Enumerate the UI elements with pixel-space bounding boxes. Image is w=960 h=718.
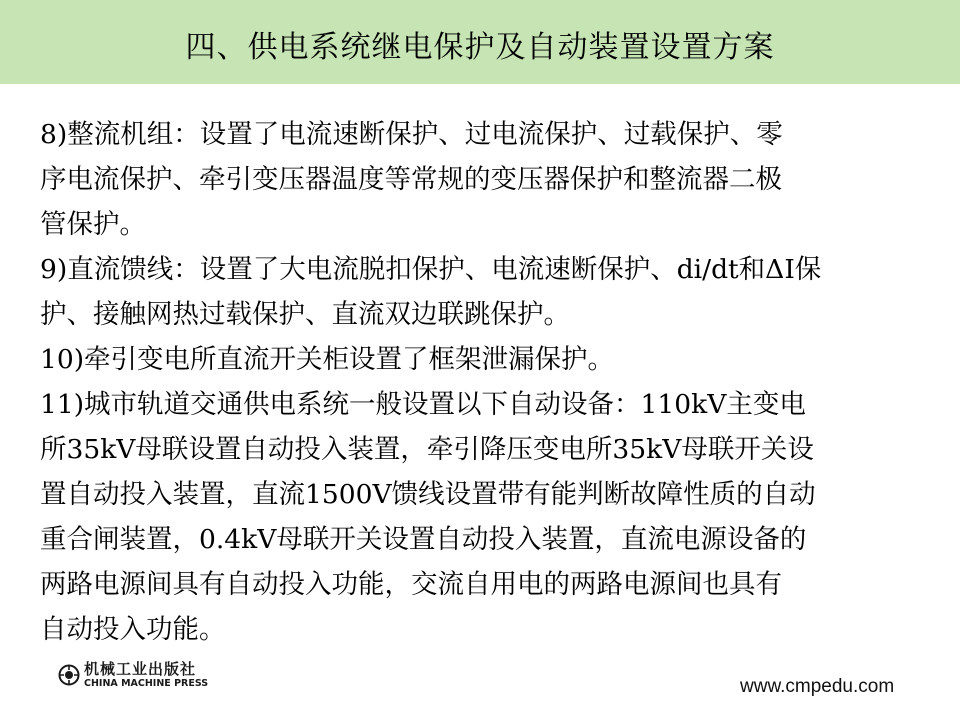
body-line: 管保护。 <box>40 209 146 240</box>
body-line: 11)城市轨道交通供电系统一般设置以下自动设备：110kV主变电 <box>40 389 806 420</box>
body-line: 两路电源间具有自动投入功能，交流自用电的两路电源间也具有 <box>40 569 782 600</box>
body-line: 序电流保护、牵引变压器温度等常规的变压器保护和整流器二极 <box>40 164 782 195</box>
slide-body <box>40 112 920 652</box>
body-line: 置自动投入装置，直流1500V馈线设置带有能判断故障性质的自动 <box>40 479 816 510</box>
body-line: 10)牵引变电所直流开关柜设置了框架泄漏保护。 <box>40 344 615 375</box>
body-line: 8)整流机组：设置了电流速断保护、过电流保护、过载保护、零 <box>40 119 783 150</box>
publisher-logo-icon <box>58 664 80 686</box>
publisher-name-cn: 机械工业出版社 <box>84 660 197 678</box>
body-line: 护、接触网热过载保护、直流双边联跳保护。 <box>40 299 570 330</box>
website-url: www.cmpedu.com <box>740 676 895 697</box>
publisher-name-en: CHINA MACHINE PRESS <box>84 678 209 689</box>
title-bar <box>0 0 960 84</box>
body-line: 所35kV母联设置自动投入装置，牵引降压变电所35kV母联开关设 <box>40 434 814 465</box>
publisher-logo <box>58 662 208 689</box>
body-line: 重合闸装置，0.4kV母联开关设置自动投入装置，直流电源设备的 <box>40 524 807 555</box>
body-line: 9)直流馈线：设置了大电流脱扣保护、电流速断保护、di/dt和ΔI保 <box>40 254 822 285</box>
body-line: 自动投入功能。 <box>40 614 226 645</box>
slide-title: 四、供电系统继电保护及自动装置设置方案 <box>185 30 775 65</box>
